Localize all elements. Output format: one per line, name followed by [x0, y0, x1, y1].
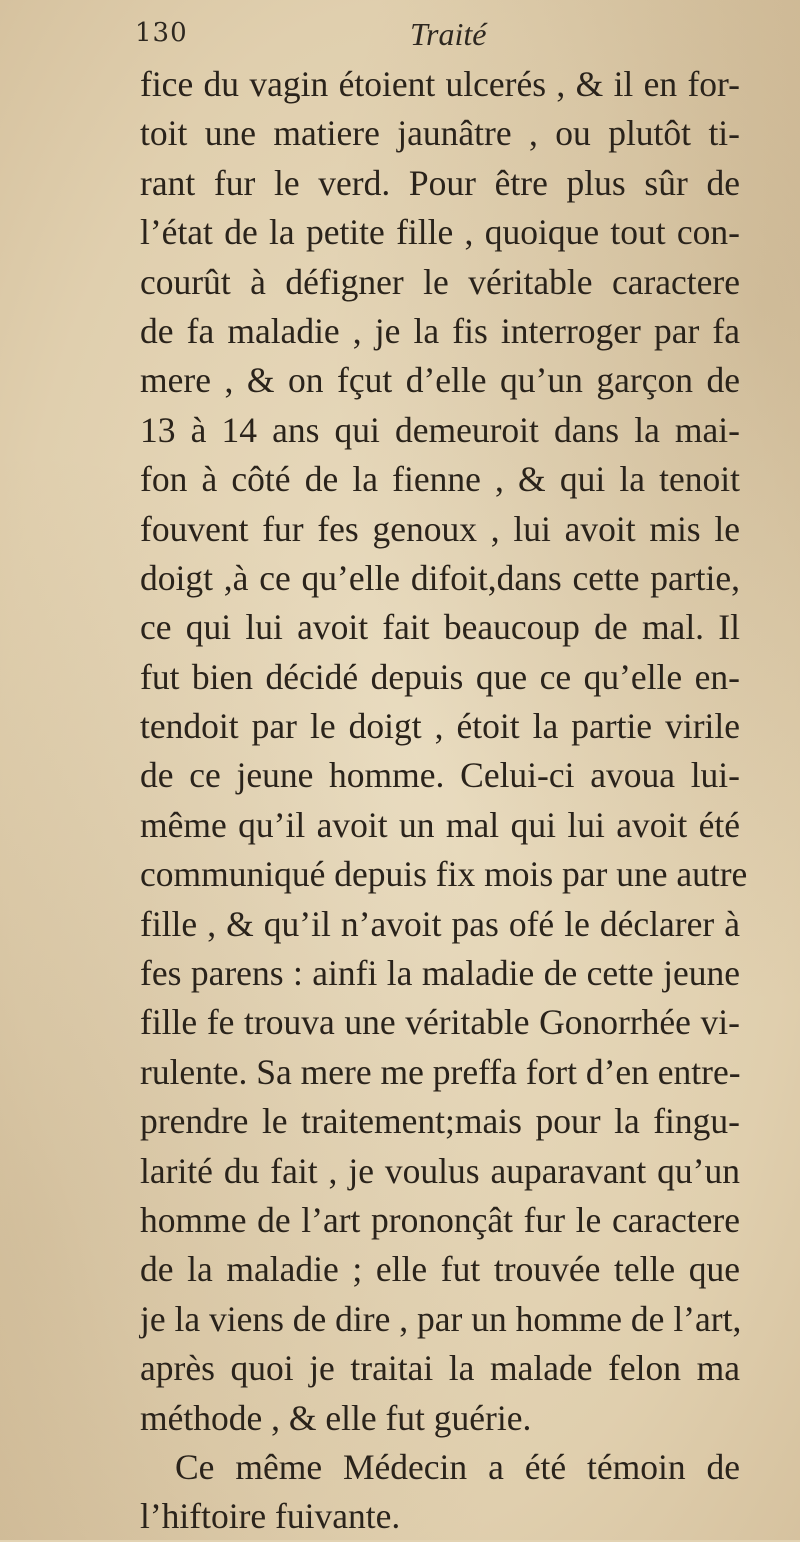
text-line: ce qui lui avoit fait beaucoup de mal. Il: [140, 607, 740, 648]
text-line: Ce même Médecin a été témoin de: [175, 1446, 740, 1487]
text-line: prendre le traitement;mais pour la fingu-: [140, 1101, 740, 1142]
text-line: l’état de la petite fille , quoique tout con-: [140, 212, 740, 253]
text-line: fut bien décidé depuis que ce qu’elle en-: [140, 656, 740, 697]
text-line: fon à côté de la fienne , & qui la tenoit: [140, 459, 740, 500]
text-line: fes parens : ainfi la maladie de cette jeune: [140, 953, 740, 994]
text-line: méthode , & elle fut guérie.: [140, 1397, 532, 1438]
text-line: je la viens de dire , par un homme de l’art,: [140, 1298, 742, 1339]
text-line: mere , & on fçut d’elle qu’un garçon de: [140, 360, 740, 401]
text-line: après quoi je traitai la malade felon ma: [140, 1348, 740, 1389]
text-line: fille fe trouva une véritable Gonorrhée vi-: [140, 1002, 740, 1043]
text-line: l’hiftoire fuivante.: [140, 1496, 401, 1537]
text-line: fouvent fur fes genoux , lui avoit mis le: [140, 508, 740, 549]
text-line: communiqué depuis fix mois par une autre: [140, 854, 748, 895]
page-number: 130: [135, 18, 188, 48]
text-line: larité du fait , je voulus auparavant qu’un: [140, 1150, 740, 1191]
text-line: tendoit par le doigt , étoit la partie virile: [140, 706, 740, 747]
text-line: rant fur le verd. Pour être plus sûr de: [140, 162, 740, 203]
text-line: fice du vagin étoient ulcerés , & il en for-: [140, 64, 740, 104]
text-line: homme de l’art prononçât fur le caractere: [140, 1199, 740, 1240]
text-line: toit une matiere jaunâtre , ou plutôt ti-: [140, 113, 740, 154]
text-line: doigt ,à ce qu’elle difoit,dans cette partie,: [140, 557, 740, 598]
body-text: [140, 60, 748, 1542]
text-line: rulente. Sa mere me preffa fort d’en entre-: [140, 1051, 741, 1092]
text-line: fille , & qu’il n’avoit pas ofé le déclarer à: [140, 903, 740, 944]
text-line: de ce jeune homme. Celui-ci avoua lui-: [140, 755, 740, 796]
text-line: même qu’il avoit un mal qui lui avoit été: [140, 804, 740, 845]
text-line: de fa maladie , je la fis interroger par fa: [140, 310, 740, 351]
text-line: courût à défigner le véritable caractere: [140, 261, 740, 302]
text-line: de la maladie ; elle fut trouvée telle que: [140, 1249, 740, 1290]
text-line: 13 à 14 ans qui demeuroit dans la mai-: [140, 409, 740, 450]
running-head: Traité: [410, 16, 487, 52]
page-header: [135, 18, 695, 58]
